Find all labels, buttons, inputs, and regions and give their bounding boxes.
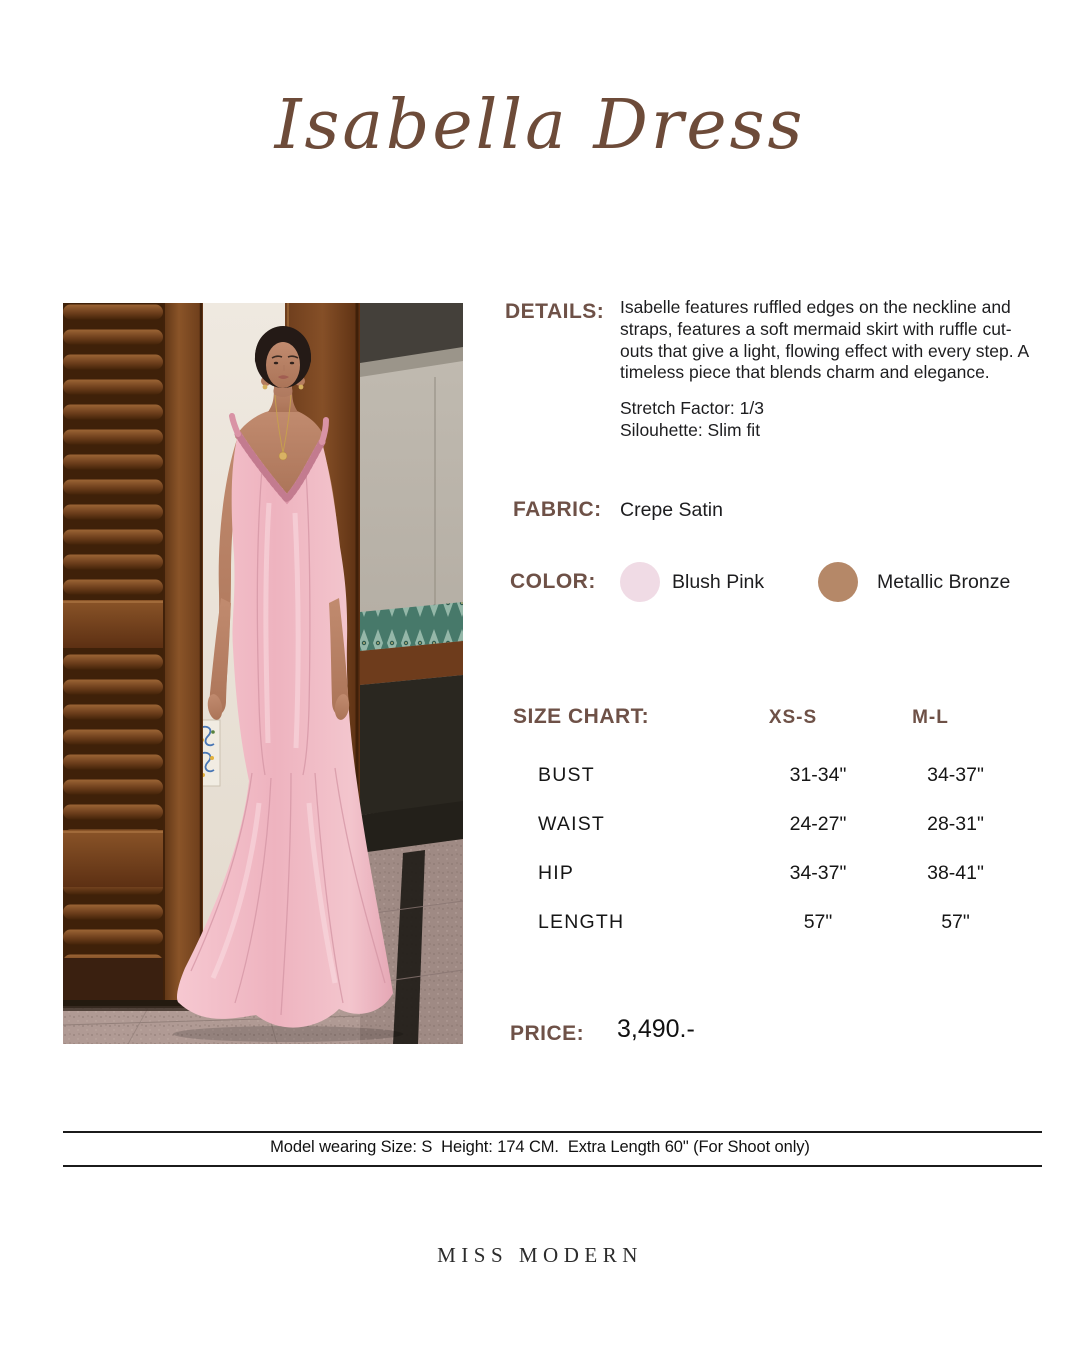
model-sizing-note: Model wearing Size: S Height: 174 CM. Extra Length 60" (For Shoot only) — [270, 1138, 810, 1156]
size-chart-row-waist: WAIST 24-27" 28-31" — [538, 813, 984, 835]
color-name-blush-pink: Blush Pink — [672, 571, 765, 593]
price-label: PRICE: — [510, 1022, 585, 1045]
size-chart-header — [513, 705, 1040, 729]
earring-icon — [299, 385, 304, 390]
brand-logo: MISS MODERN — [437, 1243, 643, 1267]
model-face — [266, 342, 300, 388]
details-description: Isabelle features ruffled edges on the neckline and straps, features a soft mermaid skirt with ruffle cut-outs that give a light, flowing effect with every step. A timeless piece that blends charm and elegance. — [620, 297, 1029, 383]
fabric-label: FABRIC: — [513, 498, 602, 521]
size-chart-label: SIZE CHART: — [513, 705, 650, 728]
size-chart-row-hip: HIP 34-37" 38-41" — [538, 862, 984, 884]
louvered-door — [63, 303, 203, 1012]
color-label: COLOR: — [510, 570, 596, 593]
footer-rule-top — [63, 1131, 1042, 1133]
silhouette: Silouhette: Slim fit — [620, 419, 761, 440]
size-chart-row-length: LENGTH 57" 57" — [538, 911, 970, 933]
size-chart-row-bust: BUST 31-34" 34-37" — [538, 764, 984, 786]
fabric-value: Crepe Satin — [620, 499, 723, 521]
size-chart-col-xss: XS-S — [768, 707, 818, 728]
color-swatch-metallic-bronze — [818, 562, 858, 602]
price-value: 3,490.- — [617, 1015, 695, 1043]
size-chart — [513, 705, 1040, 960]
color-swatch-blush-pink — [620, 562, 660, 602]
size-chart-col-ml: M-L — [912, 707, 949, 728]
color-name-metallic-bronze: Metallic Bronze — [877, 571, 1011, 593]
product-photo — [63, 303, 463, 1044]
footer-rule-bottom — [63, 1165, 1042, 1167]
details-attributes — [620, 398, 1032, 442]
details-label: DETAILS: — [505, 300, 605, 323]
page-title: Isabella Dress — [274, 86, 806, 165]
stretch-factor: Stretch Factor: 1/3 — [620, 398, 764, 418]
earring-icon — [263, 385, 268, 390]
